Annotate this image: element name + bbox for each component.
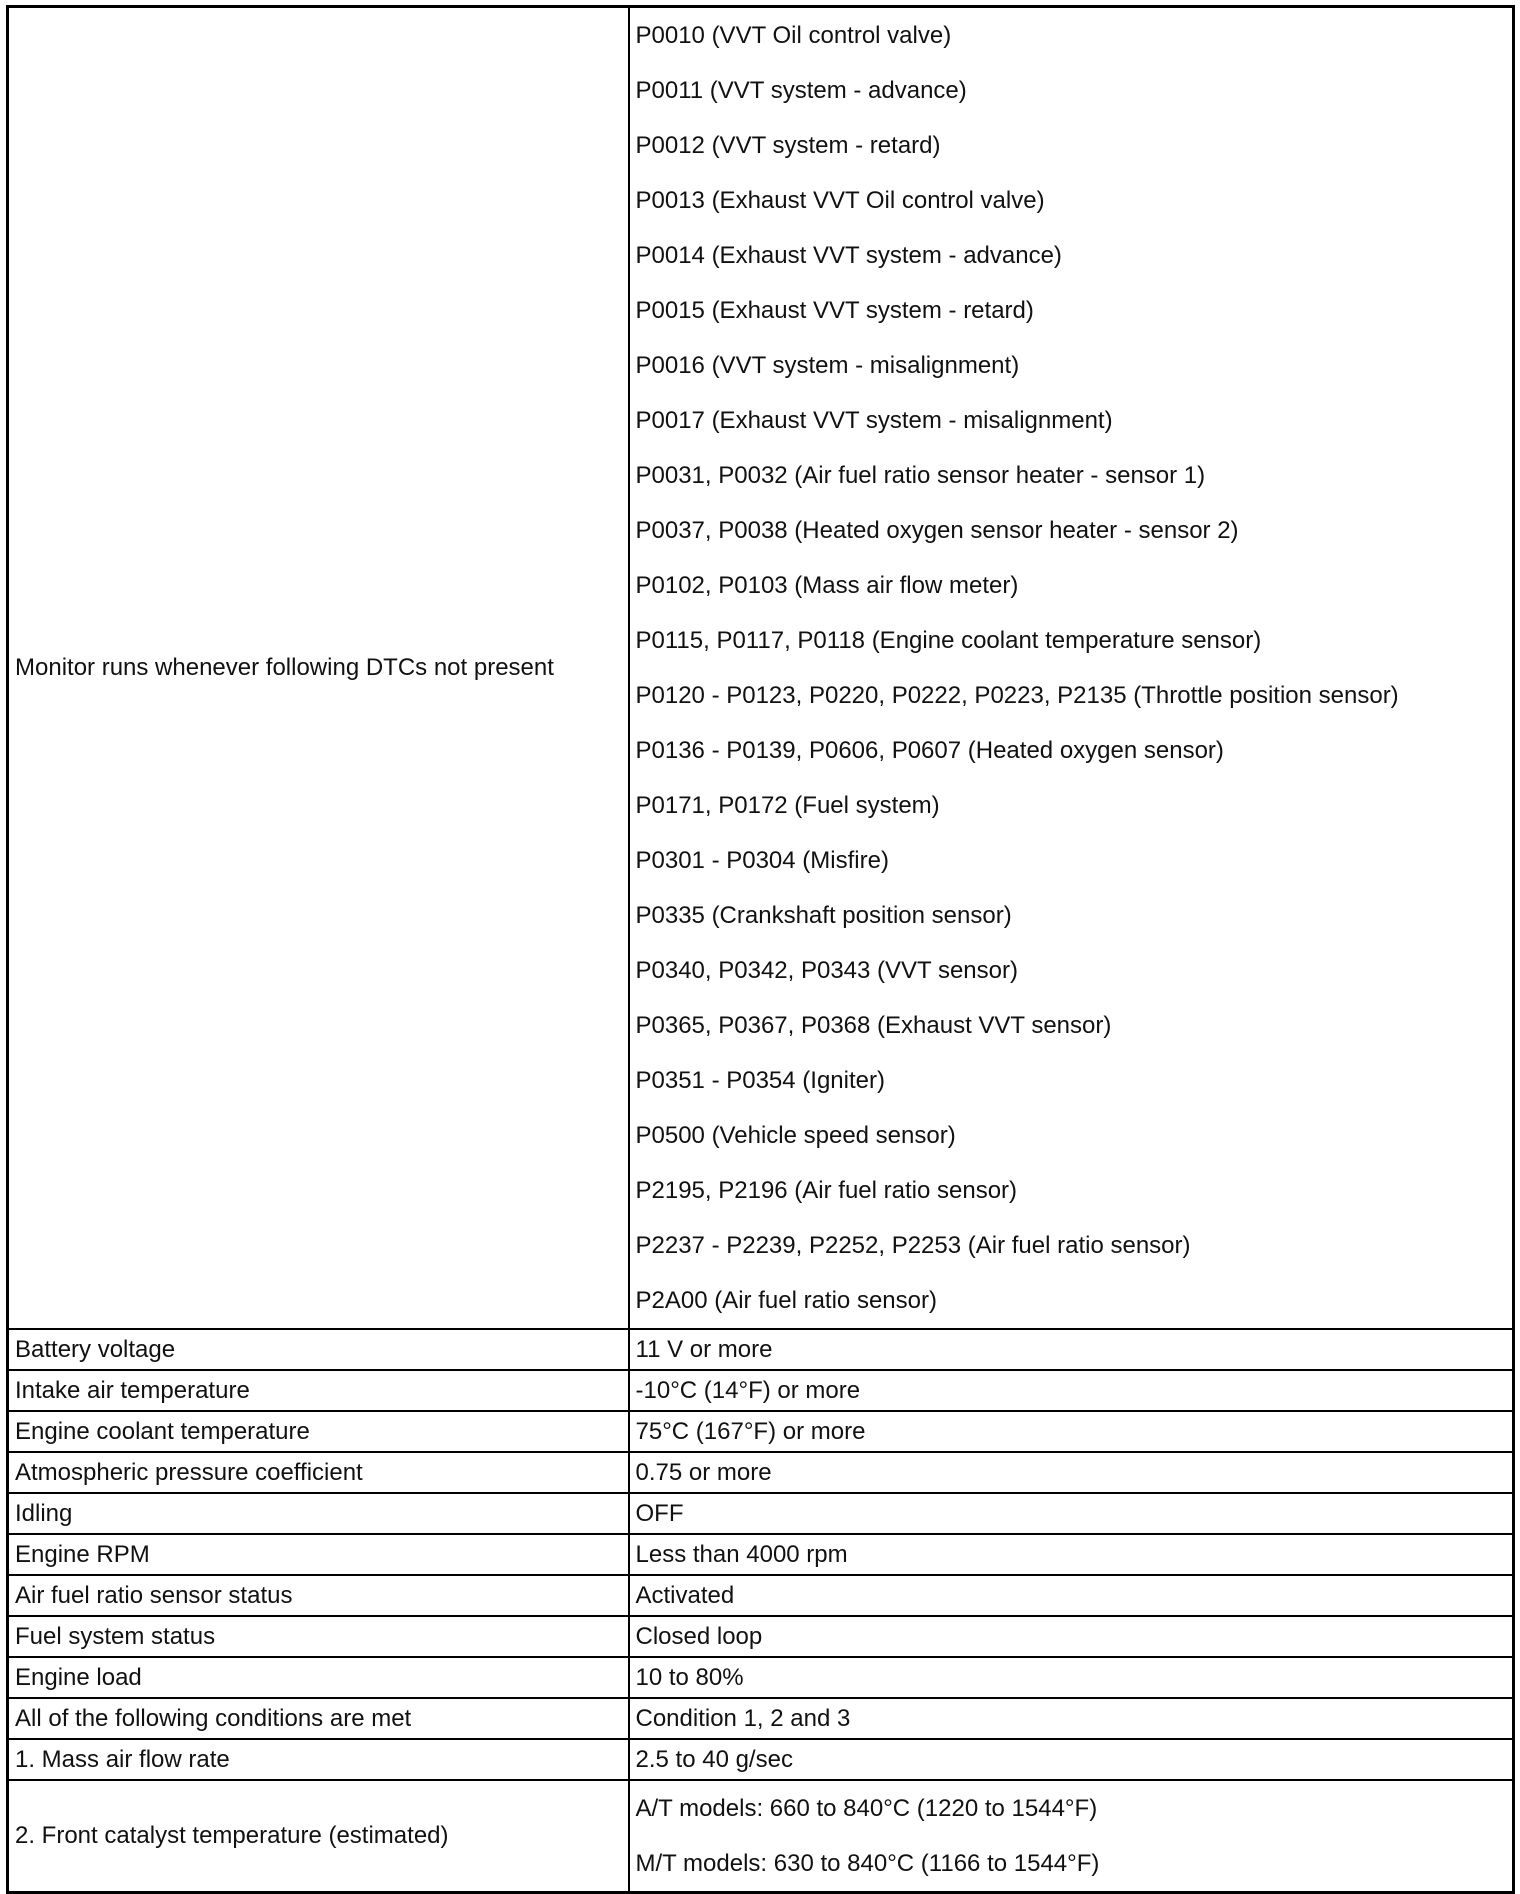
condition-value: 2.5 to 40 g/sec bbox=[629, 1739, 1514, 1780]
dtc-code: P0031, P0032 (Air fuel ratio sensor heater - sensor 1) bbox=[635, 462, 1206, 489]
dtc-code: P0335 (Crankshaft position sensor) bbox=[635, 902, 1012, 929]
condition-row bbox=[8, 1370, 1514, 1411]
condition-label: 1. Mass air flow rate bbox=[8, 1739, 629, 1780]
condition-value: 10 to 80% bbox=[629, 1657, 1514, 1698]
dtc-code: P0017 (Exhaust VVT system - misalignment) bbox=[635, 407, 1113, 434]
dtc-code: P0010 (VVT Oil control valve) bbox=[635, 22, 952, 49]
condition-row bbox=[8, 1575, 1514, 1616]
dtc-code: P0102, P0103 (Mass air flow meter) bbox=[635, 572, 1019, 599]
monitor-conditions-table bbox=[6, 5, 1515, 1894]
dtc-code: P0136 - P0139, P0606, P0607 (Heated oxygen sensor) bbox=[635, 737, 1224, 764]
dtc-code: P0351 - P0354 (Igniter) bbox=[635, 1067, 885, 1094]
condition-row bbox=[8, 1493, 1514, 1534]
dtc-row-label: Monitor runs whenever following DTCs not present bbox=[8, 7, 629, 1330]
condition-value: OFF bbox=[629, 1493, 1514, 1534]
dtc-code: P2195, P2196 (Air fuel ratio sensor) bbox=[635, 1177, 1018, 1204]
dtc-code: P2A00 (Air fuel ratio sensor) bbox=[635, 1287, 937, 1314]
condition-row bbox=[8, 1411, 1514, 1452]
condition-label: Idling bbox=[8, 1493, 629, 1534]
catalyst-label: 2. Front catalyst temperature (estimated) bbox=[8, 1780, 629, 1893]
condition-label: Engine load bbox=[8, 1657, 629, 1698]
dtc-code: P0013 (Exhaust VVT Oil control valve) bbox=[635, 187, 1045, 214]
condition-value: 75°C (167°F) or more bbox=[629, 1411, 1514, 1452]
dtc-code: P0340, P0342, P0343 (VVT sensor) bbox=[635, 957, 1018, 984]
condition-row bbox=[8, 1657, 1514, 1698]
condition-label: Air fuel ratio sensor status bbox=[8, 1575, 629, 1616]
dtc-code: P0365, P0367, P0368 (Exhaust VVT sensor) bbox=[635, 1012, 1112, 1039]
condition-value: -10°C (14°F) or more bbox=[629, 1370, 1514, 1411]
condition-row bbox=[8, 1329, 1514, 1370]
condition-value: Condition 1, 2 and 3 bbox=[629, 1698, 1514, 1739]
catalyst-value: A/T models: 660 to 840°C (1220 to 1544°F) bbox=[635, 1795, 1098, 1822]
dtc-list-cell bbox=[629, 7, 1514, 1330]
condition-row bbox=[8, 1534, 1514, 1575]
dtc-code: P0500 (Vehicle speed sensor) bbox=[635, 1122, 956, 1149]
catalyst-value: M/T models: 630 to 840°C (1166 to 1544°F) bbox=[635, 1850, 1100, 1877]
condition-value: Closed loop bbox=[629, 1616, 1514, 1657]
condition-label: All of the following conditions are met bbox=[8, 1698, 629, 1739]
condition-row bbox=[8, 1452, 1514, 1493]
condition-row bbox=[8, 1616, 1514, 1657]
condition-value: Activated bbox=[629, 1575, 1514, 1616]
dtc-code: P0037, P0038 (Heated oxygen sensor heater - sensor 2) bbox=[635, 517, 1239, 544]
dtc-code: P0015 (Exhaust VVT system - retard) bbox=[635, 297, 1034, 324]
condition-value: 11 V or more bbox=[629, 1329, 1514, 1370]
condition-label: Atmospheric pressure coefficient bbox=[8, 1452, 629, 1493]
condition-label: Engine RPM bbox=[8, 1534, 629, 1575]
condition-label: Intake air temperature bbox=[8, 1370, 629, 1411]
dtc-code: P0171, P0172 (Fuel system) bbox=[635, 792, 940, 819]
dtc-code: P2237 - P2239, P2252, P2253 (Air fuel ratio sensor) bbox=[635, 1232, 1191, 1259]
dtc-code: P0014 (Exhaust VVT system - advance) bbox=[635, 242, 1062, 269]
dtc-code: P0115, P0117, P0118 (Engine coolant temperature sensor) bbox=[635, 627, 1262, 654]
condition-label: Battery voltage bbox=[8, 1329, 629, 1370]
condition-label: Fuel system status bbox=[8, 1616, 629, 1657]
dtc-code: P0012 (VVT system - retard) bbox=[635, 132, 941, 159]
catalyst-values-cell bbox=[629, 1780, 1514, 1893]
dtc-row bbox=[8, 7, 1514, 1330]
condition-row bbox=[8, 1698, 1514, 1739]
dtc-code: P0011 (VVT system - advance) bbox=[635, 77, 967, 104]
dtc-code: P0301 - P0304 (Misfire) bbox=[635, 847, 889, 874]
catalyst-row bbox=[8, 1780, 1514, 1893]
dtc-code: P0120 - P0123, P0220, P0222, P0223, P2135 (Throttle position sensor) bbox=[635, 682, 1399, 709]
dtc-code: P0016 (VVT system - misalignment) bbox=[635, 352, 1020, 379]
condition-value: Less than 4000 rpm bbox=[629, 1534, 1514, 1575]
condition-row bbox=[8, 1739, 1514, 1780]
condition-value: 0.75 or more bbox=[629, 1452, 1514, 1493]
condition-label: Engine coolant temperature bbox=[8, 1411, 629, 1452]
